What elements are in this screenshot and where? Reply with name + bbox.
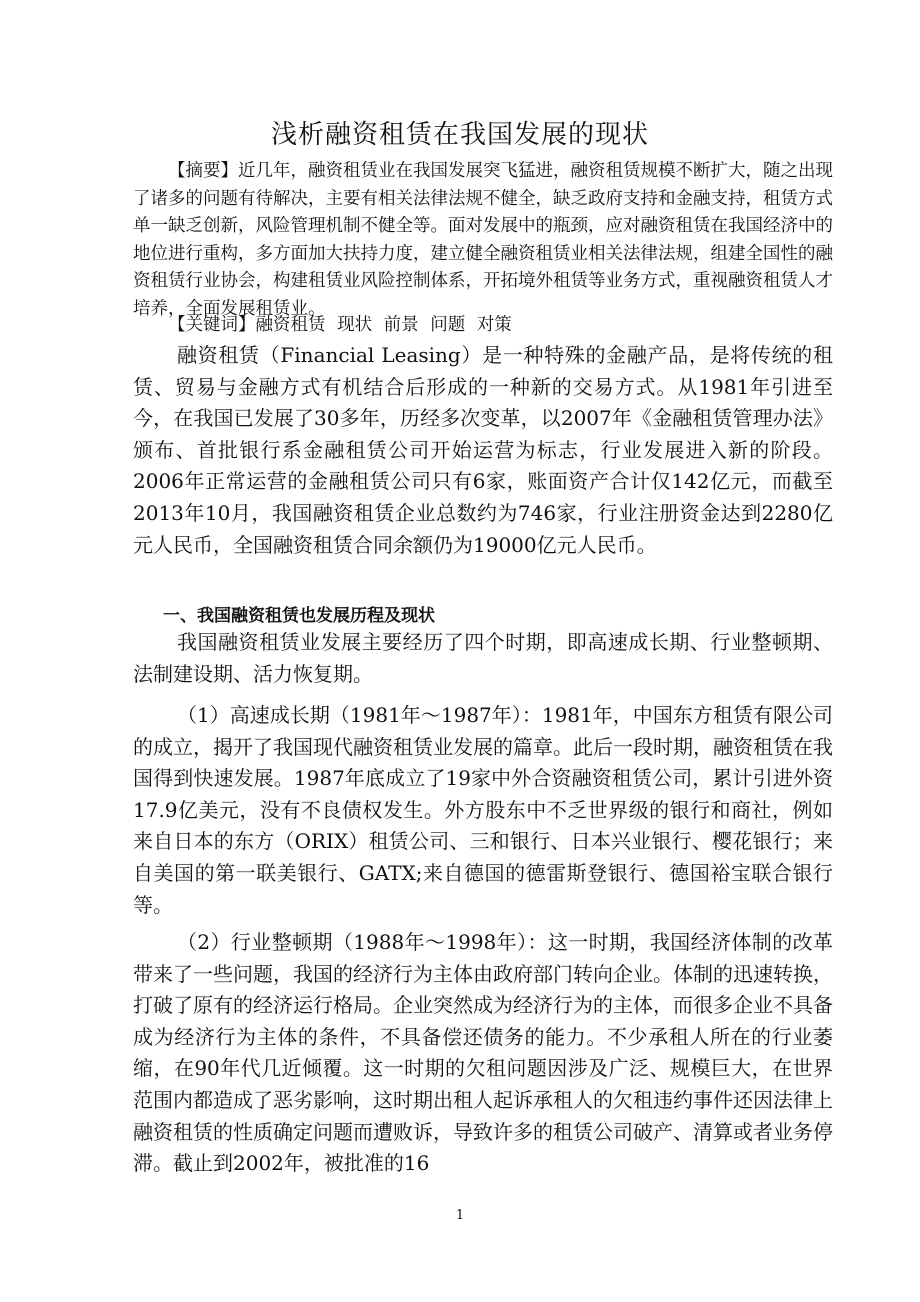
keyword-term: 现状 — [337, 315, 373, 335]
intro-paragraph: 融资租赁（Financial Leasing）是一种特殊的金融产品，是将传统的租赁、贸易与金融方式有机结合后形成的一种新的交易方式。从1981年引进至今，在我国已发展了30多年，历经多次变革，以2007年《金融租赁管理办法》颁布、首批银行系金融租赁公司开始运营为标志，行业发展进入新的阶段。2006年正常运营的金融租赁公司只有6家，账面资产合计仅142亿元，而截至2013年10月，我国融资租赁企业总数约为746家，行业注册资金达到2280亿元人民币，全国融资租赁合同余额仍为19000亿元人民币。 — [133, 343, 833, 557]
abstract-paragraph: 【摘要】近几年，融资租赁业在我国发展突飞猛进，融资租赁规模不断扩大，随之出现了诸多的问题有待解决，主要有相关法律法规不健全，缺乏政府支持和金融支持，租赁方式单一缺乏创新，风险管理机制不健全等。面对发展中的瓶颈，应对融资租赁在我国经济中的地位进行重构，多方面加大扶持力度，建立健全融资租赁业相关法律法规，组建全国性的融资租赁行业协会，构建租赁业风险控制体系，开拓境外租赁等业务方式，重视融资租赁人才培养，全面发展租赁业。 — [133, 161, 833, 319]
body-paragraph: （1）高速成长期（1981年～1987年）：1981年，中国东方租赁有限公司的成立，揭开了我国现代融资租赁业发展的篇章。此后一段时期，融资租赁在我国得到快速发展。1987年底成立了19家中外合资融资租赁公司，累计引进外资17.9亿美元，没有不良债权发生。外方股东中不乏世界级的银行和商社，例如来自日本的东方（ORIX）租赁公司、三和银行、日本兴业银行、樱花银行；来自美国的第一联美银行、GATX;来自德国的德雷斯登银行、德国裕宝联合银行等。 — [133, 703, 833, 917]
page-number: 1 — [455, 1208, 465, 1223]
body-paragraph: 我国融资租赁业发展主要经历了四个时期，即高速成长期、行业整顿期、法制建设期、活力恢复期。 — [133, 630, 833, 686]
keyword-term: 对策 — [476, 315, 512, 335]
keyword-term: 问题 — [430, 315, 466, 335]
keyword-term: 融资租赁 — [255, 315, 326, 335]
section-heading: 一、我国融资租赁也发展历程及现状 — [163, 606, 435, 626]
body-paragraph: （2）行业整顿期（1988年～1998年）：这一时期，我国经济体制的改革带来了一些问题，我国的经济行为主体由政府部门转向企业。体制的迅速转换，打破了原有的经济运行格局。企业突然成为经济行为的主体，而很多企业不具备成为经济行为主体的条件，不具备偿还债务的能力。不少承租人所在的行业萎缩，在90年代几近倾覆。这一时期的欠租问题因涉及广泛、规模巨大，在世界范围内都造成了恶劣影响，这时期出租人起诉承租人的欠租违约事件还因法律上融资租赁的性质确定问题而遭败诉，导致许多的租赁公司破产、清算或者业务停滞。截止到2002年，被批准的16 — [133, 930, 833, 1176]
keywords-label: 【关键词】 — [168, 315, 256, 335]
keywords-line — [168, 312, 833, 339]
keyword-term: 前景 — [383, 315, 419, 335]
document-title: 浅析融资租赁在我国发展的现状 — [270, 120, 649, 150]
